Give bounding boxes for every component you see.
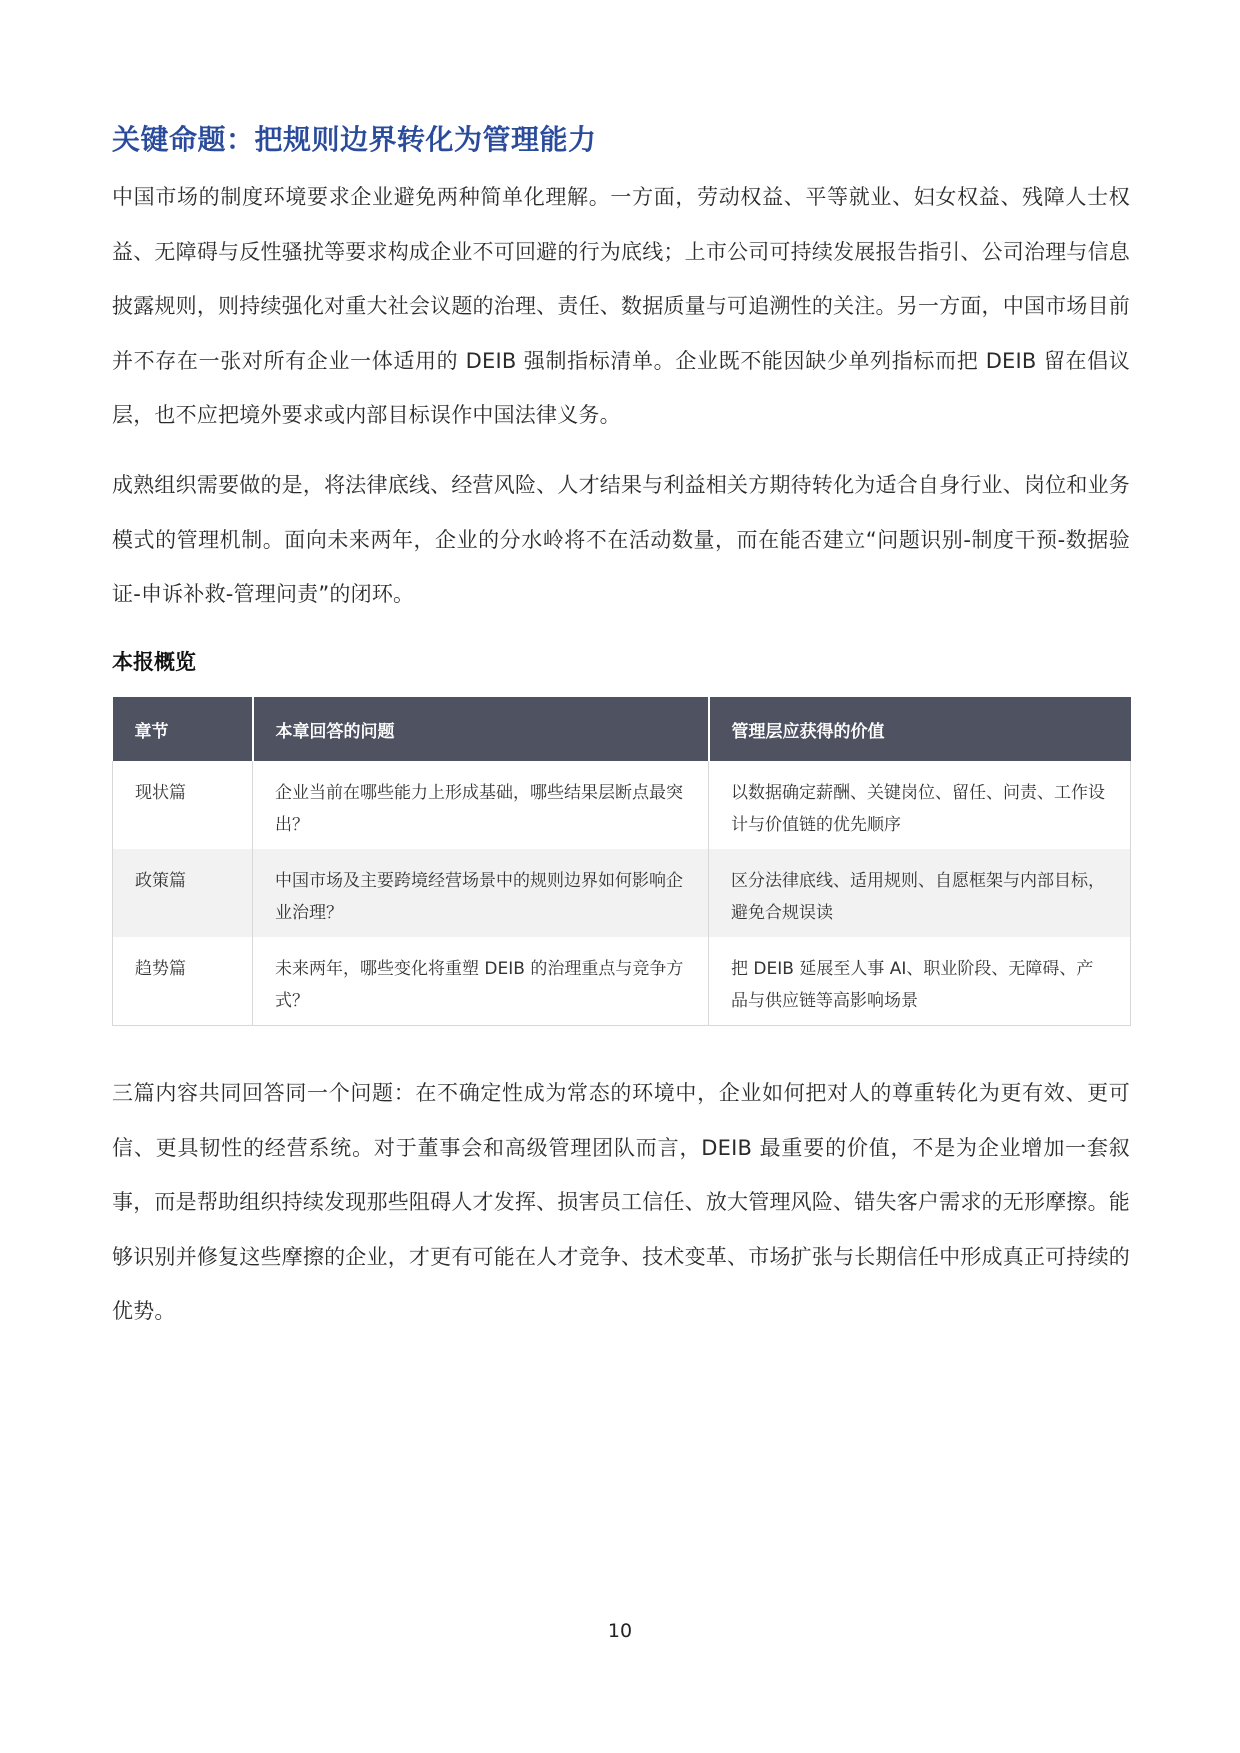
table-cell-question: 企业当前在哪些能力上形成基础，哪些结果层断点最突出？ — [253, 761, 709, 849]
paragraph-1: 中国市场的制度环境要求企业避免两种简单化理解。一方面，劳动权益、平等就业、妇女权益、残障人士权益、无障碍与反性骚扰等要求构成企业不可回避的行为底线；上市公司可持续发展报告指引、公司治理与信息披露规则，则持续强化对重大社会议题的治理、责任、数据质量与可追溯性的关注。另一方面，中国市场目前并不存在一张对所有企业一体适用的 DEIB 强制指标清单。企业既不能因缺少单列指标而把 DEIB 留在倡议层，也不应把境外要求或内部目标误作中国法律义务。 — [112, 185, 1130, 427]
overview-table — [112, 697, 1131, 1026]
header-value: 管理层应获得的价值 — [709, 697, 1131, 761]
header-chapter: 章节 — [113, 697, 253, 761]
paragraph-3: 三篇内容共同回答同一个问题：在不确定性成为常态的环境中，企业如何把对人的尊重转化为更有效、更可信、更具韧性的经营系统。对于董事会和高级管理团队而言，DEIB 最重要的价值，不是为企业增加一套叙事，而是帮助组织持续发现那些阻碍人才发挥、损害员工信任、放大管理风险、错失客户需求的无形摩擦。能够识别并修复这些摩擦的企业，才更有可能在人才竞争、技术变革、市场扩张与长期信任中形成真正可持续的优势。 — [112, 1081, 1130, 1323]
table-cell-value: 把 DEIB 延展至人事 AI、职业阶段、无障碍、产品与供应链等高影响场景 — [709, 937, 1131, 1026]
table-row — [113, 761, 1131, 849]
table-cell-chapter: 现状篇 — [113, 761, 253, 849]
table-row — [113, 937, 1131, 1026]
table-cell-question: 未来两年，哪些变化将重塑 DEIB 的治理重点与竞争方式？ — [253, 937, 709, 1026]
table-cell-chapter: 政策篇 — [113, 849, 253, 937]
table-cell-question: 中国市场及主要跨境经营场景中的规则边界如何影响企业治理？ — [253, 849, 709, 937]
table-cell-value: 以数据确定薪酬、关键岗位、留任、问责、工作设计与价值链的优先顺序 — [709, 761, 1131, 849]
table-cell-chapter: 趋势篇 — [113, 937, 253, 1026]
table-cell-value: 区分法律底线、适用规则、自愿框架与内部目标，避免合规误读 — [709, 849, 1131, 937]
header-question: 本章回答的问题 — [253, 697, 709, 761]
table-row — [113, 849, 1131, 937]
section-heading: 关键命题：把规则边界转化为管理能力 — [112, 123, 597, 156]
table-header-row — [113, 697, 1131, 761]
page-number: 10 — [607, 1620, 633, 1642]
paragraph-2: 成熟组织需要做的是，将法律底线、经营风险、人才结果与利益相关方期待转化为适合自身行业、岗位和业务模式的管理机制。面向未来两年，企业的分水岭将不在活动数量，而在能否建立“问题识别-制度干预-数据验证-申诉补救-管理问责”的闭环。 — [112, 473, 1130, 606]
table-title: 本报概览 — [112, 650, 196, 674]
